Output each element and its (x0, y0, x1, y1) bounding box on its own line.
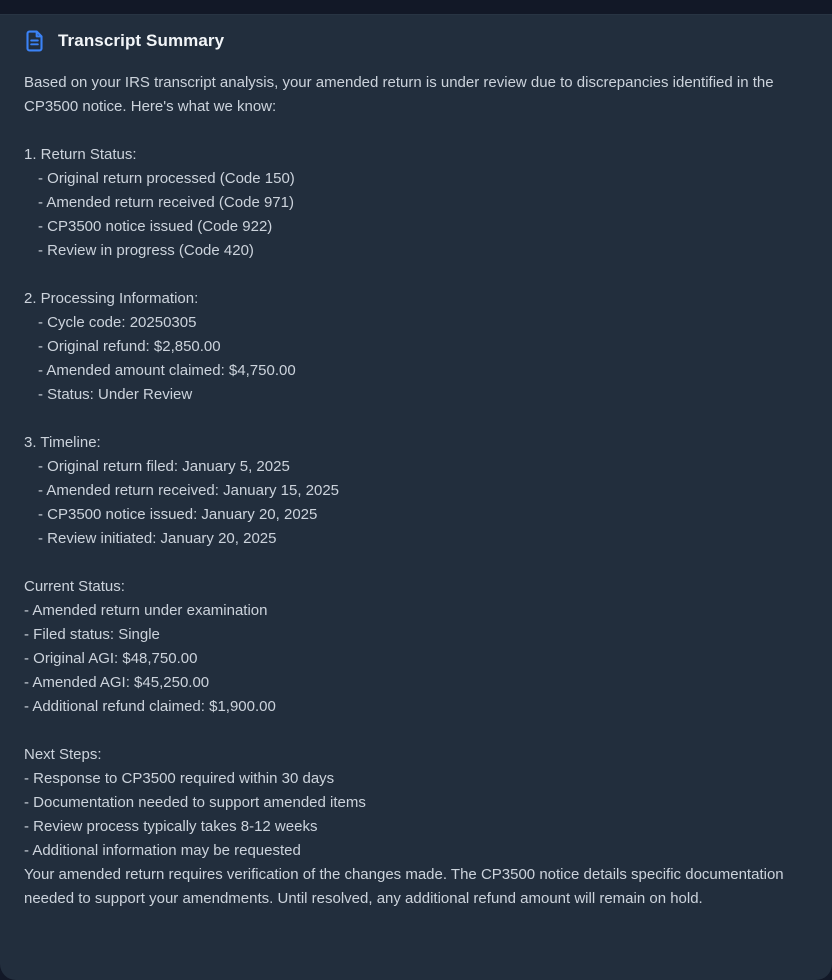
section (24, 431, 812, 551)
list-item: - Original return filed: January 5, 2025 (38, 458, 290, 475)
section (24, 143, 812, 263)
list-item: - Amended return under examination (24, 602, 268, 619)
intro-paragraph: Based on your IRS transcript analysis, your amended return is under review due to discrepancies identified in the CP3500 notice. Here's what we know: (24, 74, 774, 115)
list-item: - Cycle code: 20250305 (38, 314, 197, 331)
section (24, 575, 812, 719)
list-item: - Status: Under Review (38, 386, 193, 403)
list-item: - Original return processed (Code 150) (38, 170, 295, 187)
list-item: - Amended AGI: $45,250.00 (24, 674, 210, 691)
list-item: - Original refund: $2,850.00 (38, 338, 221, 355)
list-item: - Additional refund claimed: $1,900.00 (24, 698, 276, 715)
list-item: - Review in progress (Code 420) (38, 242, 254, 259)
section-heading: Current Status: (24, 578, 125, 595)
section (24, 743, 812, 863)
closing-paragraph: Your amended return requires verification of the changes made. The CP3500 notice details specific documentation needed to support your amendments. Until resolved, any additional refund amount will remain on hold. (24, 866, 784, 907)
list-item: - Documentation needed to support amended items (24, 794, 366, 811)
list-item: - Amended return received: January 15, 2025 (38, 482, 340, 499)
list-item: - Filed status: Single (24, 626, 160, 643)
list-item: - Additional information may be requested (24, 842, 301, 859)
list-item: - Amended amount claimed: $4,750.00 (38, 362, 296, 379)
list-item: - Review process typically takes 8-12 weeks (24, 818, 318, 835)
card-header (24, 27, 812, 55)
sections-container (24, 143, 812, 863)
section-heading: 2. Processing Information: (24, 290, 199, 307)
section-heading: Next Steps: (24, 746, 102, 763)
list-item: - Review initiated: January 20, 2025 (38, 530, 277, 547)
list-item: - CP3500 notice issued (Code 922) (38, 218, 273, 235)
section-heading: 3. Timeline: (24, 434, 101, 451)
section-heading: 1. Return Status: (24, 146, 137, 163)
list-item: - Amended return received (Code 971) (38, 194, 294, 211)
card-title: Transcript Summary (58, 31, 225, 50)
document-text-icon (24, 29, 45, 53)
transcript-summary-card (0, 14, 832, 980)
list-item: - CP3500 notice issued: January 20, 2025 (38, 506, 318, 523)
list-item: - Original AGI: $48,750.00 (24, 650, 198, 667)
list-item: - Response to CP3500 required within 30 days (24, 770, 335, 787)
section (24, 287, 812, 407)
